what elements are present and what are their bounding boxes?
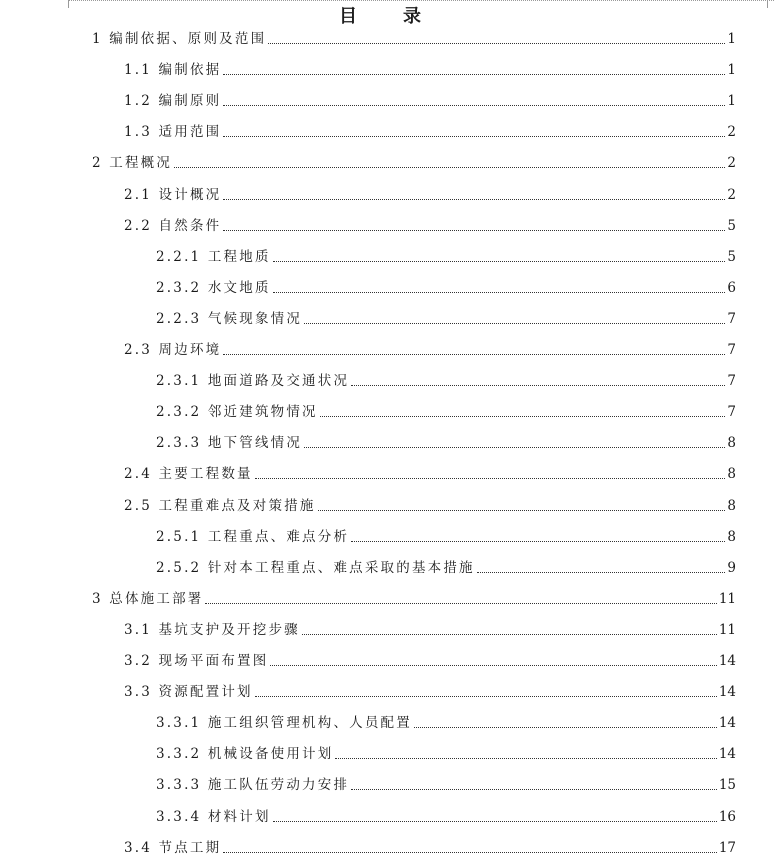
toc-entry[interactable] bbox=[156, 397, 736, 421]
toc-entry[interactable] bbox=[156, 273, 736, 297]
toc-entry-page-number: 7 bbox=[727, 342, 736, 358]
toc-dot-leader bbox=[205, 602, 716, 604]
toc-entry-page-number: 14 bbox=[718, 746, 736, 763]
toc-entry[interactable] bbox=[124, 211, 736, 235]
toc-entry-page-number: 5 bbox=[727, 217, 736, 234]
toc-entry-label: 3.3.1 施工组织管理机构、人员配置 bbox=[156, 715, 412, 732]
toc-dot-leader bbox=[223, 353, 725, 355]
toc-dot-leader bbox=[302, 633, 717, 635]
toc-entry-page-number: 16 bbox=[718, 808, 736, 825]
toc-dot-leader bbox=[335, 757, 716, 759]
toc-entry-label: 2.5.1 工程重点、难点分析 bbox=[156, 528, 350, 545]
toc-entry-label: 2.3.2 邻近建筑物情况 bbox=[156, 404, 318, 421]
toc-dot-leader bbox=[304, 322, 725, 324]
toc-entry[interactable] bbox=[124, 86, 736, 110]
toc-entry-page-number: 2 bbox=[727, 155, 736, 172]
toc-entry-label: 2.5.2 针对本工程重点、难点采取的基本措施 bbox=[156, 559, 475, 576]
toc-entry-label: 3.2 现场平面布置图 bbox=[124, 653, 269, 669]
toc-entry-page-number: 14 bbox=[718, 653, 736, 669]
toc-title: 目 录 bbox=[339, 6, 435, 27]
toc-entry-label: 3.3 资源配置计划 bbox=[124, 684, 253, 701]
toc-entry-label: 3.3.2 机械设备使用计划 bbox=[156, 746, 334, 763]
toc-entry[interactable] bbox=[124, 180, 736, 204]
toc-entry[interactable] bbox=[124, 335, 736, 359]
toc-entry-page-number: 17 bbox=[718, 839, 736, 856]
toc-entry-page-number: 1 bbox=[727, 31, 736, 47]
toc-dot-leader bbox=[255, 695, 717, 697]
toc-entry-page-number: 8 bbox=[727, 497, 736, 514]
toc-entry[interactable] bbox=[156, 522, 736, 546]
toc-entry-page-number: 7 bbox=[727, 404, 736, 421]
toc-entry-label: 2.3 周边环境 bbox=[124, 342, 222, 358]
toc-entry-label: 1.3 适用范围 bbox=[124, 124, 222, 141]
toc-dot-leader bbox=[223, 229, 725, 231]
toc-entry-label: 1.2 编制原则 bbox=[124, 93, 222, 110]
toc-entry-label: 2.3.3 地下管线情况 bbox=[156, 435, 303, 452]
toc-entry-label: 3.1 基坑支护及开挖步骤 bbox=[124, 621, 300, 638]
toc-entry[interactable] bbox=[156, 304, 736, 328]
toc-entry-page-number: 5 bbox=[727, 248, 736, 265]
toc-entry-label: 2 工程概况 bbox=[92, 155, 173, 172]
toc-entry-page-number: 8 bbox=[727, 466, 736, 483]
toc-dot-leader bbox=[351, 384, 725, 386]
toc-entry[interactable] bbox=[92, 24, 736, 48]
toc-entry[interactable] bbox=[156, 739, 736, 763]
toc-entry-page-number: 1 bbox=[727, 93, 736, 110]
toc-dot-leader bbox=[414, 726, 717, 728]
toc-entry-label: 1 编制依据、原则及范围 bbox=[92, 31, 267, 47]
toc-entry-page-number: 14 bbox=[718, 684, 736, 701]
toc-entry-label: 3 总体施工部署 bbox=[92, 590, 204, 607]
toc-dot-leader bbox=[304, 446, 725, 448]
toc-dot-leader bbox=[223, 135, 725, 137]
toc-entry-label: 2.2.1 工程地质 bbox=[156, 248, 271, 265]
toc-entry-label: 3.4 节点工期 bbox=[124, 839, 222, 856]
toc-dot-leader bbox=[223, 73, 725, 75]
toc-entry-page-number: 8 bbox=[727, 528, 736, 545]
toc-entry-page-number: 11 bbox=[718, 621, 736, 638]
toc-entry[interactable] bbox=[92, 584, 736, 608]
toc-entry-page-number: 1 bbox=[727, 62, 736, 79]
toc-entry-label: 1.1 编制依据 bbox=[124, 62, 222, 79]
toc-entry-page-number: 7 bbox=[727, 373, 736, 390]
toc-dot-leader bbox=[223, 851, 716, 853]
toc-entry-page-number: 11 bbox=[718, 590, 736, 607]
toc-entry[interactable] bbox=[124, 117, 736, 141]
toc-entry[interactable] bbox=[124, 491, 736, 515]
toc-dot-leader bbox=[320, 415, 726, 417]
toc-entry[interactable] bbox=[156, 366, 736, 390]
toc-entry-label: 2.3.2 水文地质 bbox=[156, 279, 271, 296]
toc-entry[interactable] bbox=[156, 708, 736, 732]
toc-entry[interactable] bbox=[124, 459, 736, 483]
toc-entry[interactable] bbox=[124, 677, 736, 701]
toc-dot-leader bbox=[268, 42, 725, 44]
toc-dot-leader bbox=[477, 571, 726, 573]
toc-dot-leader bbox=[273, 291, 726, 293]
toc-dot-leader bbox=[318, 509, 726, 511]
toc-dot-leader bbox=[255, 477, 726, 479]
toc-entry-page-number: 7 bbox=[727, 310, 736, 327]
toc-entry-page-number: 2 bbox=[727, 124, 736, 141]
toc-entry-label: 2.4 主要工程数量 bbox=[124, 466, 253, 483]
toc-entry[interactable] bbox=[156, 553, 736, 577]
toc-entry[interactable] bbox=[92, 148, 736, 172]
toc-dot-leader bbox=[351, 788, 717, 790]
toc-entry-page-number: 6 bbox=[727, 279, 736, 296]
toc-dot-leader bbox=[223, 198, 725, 200]
toc-entry[interactable] bbox=[124, 833, 736, 857]
toc-entry-page-number: 15 bbox=[718, 777, 736, 794]
toc-dot-leader bbox=[273, 820, 717, 822]
toc-entry-page-number: 14 bbox=[718, 715, 736, 732]
toc-entry[interactable] bbox=[156, 242, 736, 266]
toc-entry-label: 2.2 自然条件 bbox=[124, 217, 222, 234]
toc-entry[interactable] bbox=[156, 428, 736, 452]
toc-entry[interactable] bbox=[124, 55, 736, 79]
toc-entry[interactable] bbox=[124, 646, 736, 670]
toc-entry[interactable] bbox=[124, 615, 736, 639]
toc-entry-label: 2.5 工程重难点及对策措施 bbox=[124, 497, 316, 514]
toc-dot-leader bbox=[273, 260, 726, 262]
toc-dot-leader bbox=[223, 104, 725, 106]
toc-entry[interactable] bbox=[156, 802, 736, 826]
toc-entry-page-number: 9 bbox=[727, 559, 736, 576]
toc-entry-page-number: 8 bbox=[727, 435, 736, 452]
toc-entry-label: 3.3.3 施工队伍劳动力安排 bbox=[156, 777, 350, 794]
toc-entry-label: 2.2.3 气候现象情况 bbox=[156, 310, 303, 327]
toc-dot-leader bbox=[174, 166, 725, 168]
toc-entry-label: 2.1 设计概况 bbox=[124, 186, 222, 203]
toc-entry-page-number: 2 bbox=[727, 186, 736, 203]
toc-entry-label: 3.3.4 材料计划 bbox=[156, 808, 271, 825]
toc-entry-label: 2.3.1 地面道路及交通状况 bbox=[156, 373, 350, 390]
toc-dot-leader bbox=[351, 540, 725, 542]
toc-dot-leader bbox=[270, 664, 716, 666]
toc-entry[interactable] bbox=[156, 770, 736, 794]
